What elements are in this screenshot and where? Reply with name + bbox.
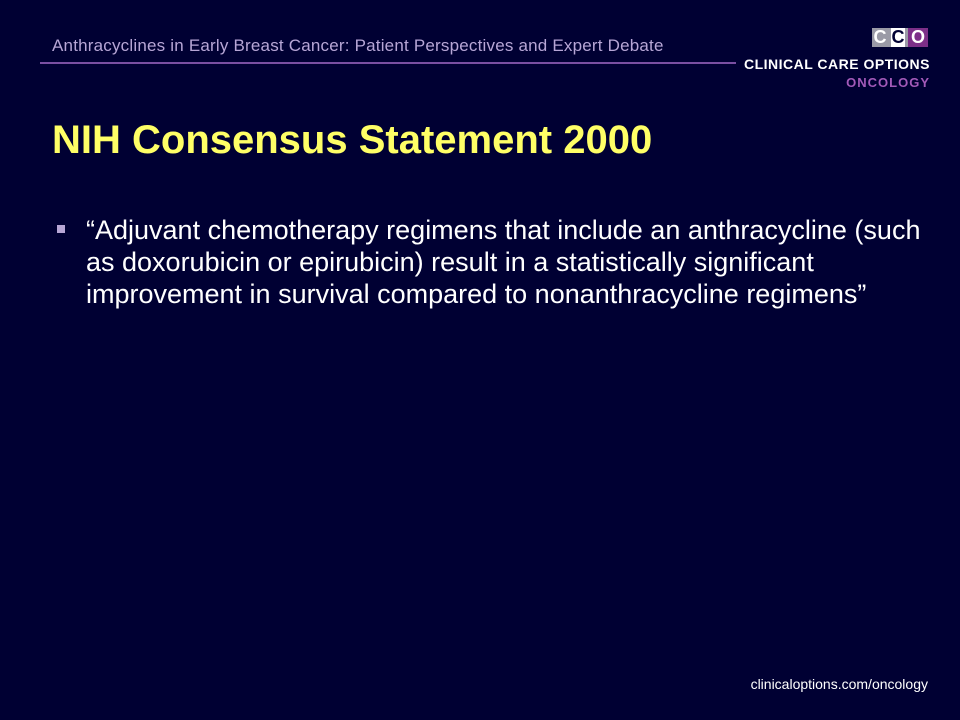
logo-letter-o: O xyxy=(908,28,928,47)
clinical-care-options-logo xyxy=(743,25,930,90)
logo-wordmark: CLINICAL CARE OPTIONS xyxy=(743,56,930,72)
slide-title: NIH Consensus Statement 2000 xyxy=(52,118,653,162)
square-bullet-icon xyxy=(57,225,65,233)
logo-letter-c2: C xyxy=(891,27,905,47)
presentation-title: Anthracyclines in Early Breast Cancer: Patient Perspectives and Expert Debate xyxy=(52,36,664,55)
logo-subtitle: ONCOLOGY xyxy=(846,75,930,90)
header-divider xyxy=(40,62,736,64)
footer-url: clinicaloptions.com/oncology xyxy=(750,676,928,692)
logo-letter-c1: C xyxy=(873,27,887,47)
bullet-text: “Adjuvant chemotherapy regimens that include an anthracycline (such as doxorubicin or epirubicin) result in a statistically significant improvement in survival compared to nonanthracycline regimens” xyxy=(86,215,921,309)
cco-logo-mark xyxy=(872,28,928,47)
